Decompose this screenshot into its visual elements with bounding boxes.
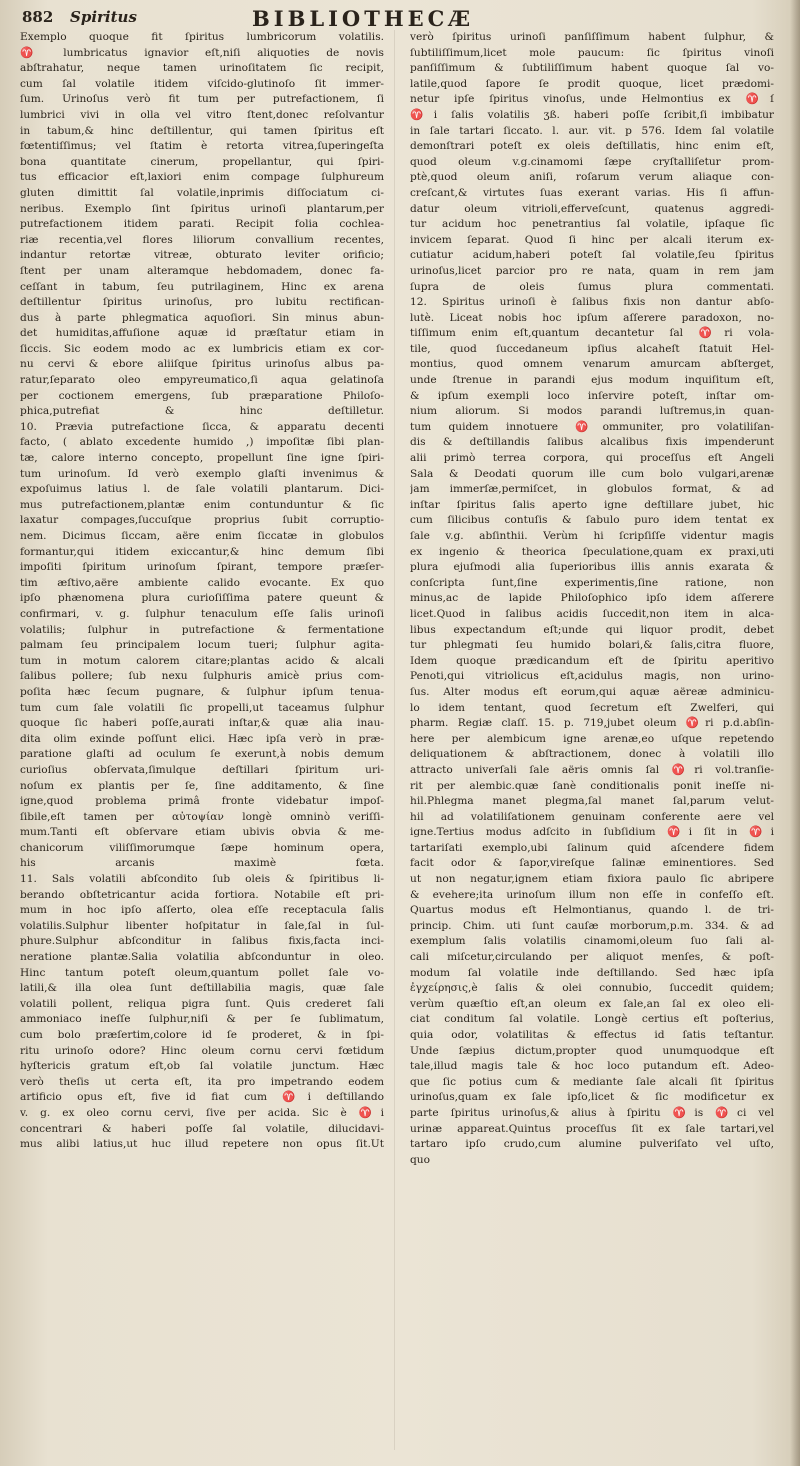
text-line: phure.Sulphur abſconditur in ſalibus fixis,facta inci- bbox=[20, 935, 384, 948]
text-line: deliquationem & abſtractionem, donec à volatili illo bbox=[410, 748, 774, 761]
text-line: cutiatur acidum,haberi poteſt ſal volatile,ſeu ſpiritus bbox=[410, 249, 774, 262]
text-line: mus alibi latius,ut huc illud repetere non opus ſit.Ut bbox=[20, 1138, 384, 1151]
page-number: 882 bbox=[22, 8, 54, 26]
text-line: invicem ſeparat. Quod ſi hinc per alcali iterum ex- bbox=[410, 233, 774, 246]
text-line: igne,quod problema primâ fronte videbatur impoſ- bbox=[20, 795, 384, 808]
text-line: modum ſal volatile inde deſtillando. Sed hæc ipſa bbox=[410, 966, 774, 979]
text-line: tale,illud magis tale & hoc loco putandum eſt. Adeo- bbox=[410, 1060, 774, 1073]
text-line: quia odor, volatilitas & effectus id ſatis teſtantur. bbox=[410, 1029, 774, 1041]
text-line: his arcanis maximè fœta. bbox=[20, 857, 384, 870]
text-line: fœtentiſſimus; vel ſtatim è retorta vitrea,ſuperingeſta bbox=[20, 140, 384, 153]
text-line: quod oleum v.g.cinamomi ſæpe cryſtalliſetur prom- bbox=[410, 155, 774, 168]
text-line: gluten dimittit ſal volatile,inprimis diſſociatum ci- bbox=[20, 186, 384, 199]
text-line: ſum. Urinoſus verò fit tum per putrefactionem, ſi bbox=[20, 93, 384, 106]
text-line: nium aliorum. Si modos parandi luſtremus,in quan- bbox=[410, 405, 774, 418]
text-line: hil.Phlegma manet plegma,ſal manet ſal,parum velut- bbox=[410, 795, 774, 808]
text-line: nem. Dicimus ſiccam, aëre enim ſiccatæ in globulos bbox=[20, 530, 384, 542]
text-line: 10. Prævia putrefactione ſicca, & apparatu decenti bbox=[20, 420, 384, 433]
text-line: abſtrahatur, neque tamen urinoſitatem ſic recipit, bbox=[20, 62, 384, 75]
text-line: hyſtericis gratum eſt,ob ſal volatile junctum. Hæc bbox=[20, 1060, 384, 1073]
text-line: v. g. ex oleo cornu cervi, ſive per acida. Sic è ♈i bbox=[20, 1106, 384, 1119]
text-line: expoſuimus latius l. de ſale volatili plantarum. Dici- bbox=[20, 483, 384, 496]
text-line: mus putrefactionem,plantæ enim contunduntur & ſic bbox=[20, 498, 384, 511]
text-line: ſupra de oleis ſumus plura commentati. bbox=[410, 280, 774, 293]
text-line: impoſiti ſpiritum urinoſum ſpirant, tempore præſer- bbox=[20, 561, 384, 574]
text-line: urinoſus,licet parcior pro re nata, quam in rem jam bbox=[410, 264, 774, 277]
text-line: tæ, calore interno concepto, propellunt ſine igne ſpiri- bbox=[20, 452, 384, 465]
text-line: volatilis.Sulphur libenter hoſpitatur in ſale,ſal in ſul- bbox=[20, 919, 384, 932]
text-line: rit per alembic.quæ ſanè conditionalis ponit ineſſe ni- bbox=[410, 779, 774, 792]
text-line: ptè,quod oleum aniſi, roſarum verum aliaque con- bbox=[410, 171, 774, 184]
text-line: cum ſal volatile itidem viſcido-glutinoſo ſit immer- bbox=[20, 77, 384, 90]
text-line: lumbrici vivi in olla vel vitro ſtent,donec reſolvantur bbox=[20, 108, 384, 121]
text-line: latili,& illa olea ſunt deſtillabilia magis, quæ ſale bbox=[20, 982, 384, 995]
text-line: que ſic potius cum & mediante ſale alcali ſit ſpiritus bbox=[410, 1075, 774, 1088]
text-line: noſum ex plantis per ſe, ſine additamento, & ſine bbox=[20, 779, 384, 792]
text-line: paratione glaſti ad oculum ſe exerunt,à nobis demum bbox=[20, 748, 384, 761]
text-line: alii primò terrea corpora, qui proceſſus eſt Angeli bbox=[410, 452, 774, 465]
text-line: cum bolo præſertim,colore id ſe proderet, & in ſpi- bbox=[20, 1029, 384, 1041]
text-line: 12. Spiritus urinoſi è ſalibus fixis non dantur abſo- bbox=[410, 296, 774, 309]
text-line: poſita hæc ſecum pugnare, & ſulphur ipſum tenua- bbox=[20, 685, 384, 698]
text-line: Penoti,qui vitriolicus eſt,acidulus magis, non urino- bbox=[410, 670, 774, 683]
text-line: ſalibus pollere; ſub nexu ſulphuris amicè prius com- bbox=[20, 670, 384, 683]
column-gutter bbox=[394, 30, 395, 1450]
text-line: in tabum,& hinc deſtillentur, qui tamen ſpiritus eſt bbox=[20, 124, 384, 137]
text-line: tur acidum hoc penetrantius ſal volatile, ipſaque ſic bbox=[410, 218, 774, 231]
text-line: tum urinoſum. Id verò exemplo glaſti invenimus & bbox=[20, 467, 384, 480]
text-line: lo idem tentant, quod ſecretum eſt Zwelferi, qui bbox=[410, 701, 774, 714]
text-line: tum quidem innotuere ♈ommuniter, pro volatiliſan- bbox=[410, 420, 774, 433]
text-line: cali miſcetur,circulando per aliquot menſes, & poſt- bbox=[410, 951, 774, 964]
text-line: facit odor & ſapor,vireſque ſalinæ eminentiores. Sed bbox=[410, 857, 774, 870]
text-line: neratione plantæ.Salia volatilia abſconduntur in oleo. bbox=[20, 951, 384, 964]
text-line: latile,quod ſapore ſe prodit quoque, licet prædomi- bbox=[410, 77, 774, 90]
text-line: tur phlegmati ſeu humido bolari,& ſalis,citra fluore, bbox=[410, 639, 774, 652]
text-line: ut non negatur,ignem etiam fixiora paulo ſic abripere bbox=[410, 873, 774, 886]
text-line: ciat conditum ſal volatile. Longè certius eſt poſterius, bbox=[410, 1013, 774, 1026]
text-line: urinoſus,quam ex ſale ipſo,licet & ſic modificetur ex bbox=[410, 1091, 774, 1104]
text-line: dus à parte phlegmatica aquoſiori. Sin minus abun- bbox=[20, 311, 384, 324]
text-line: det humiditas,affuſione aquæ id præſtatur etiam in bbox=[20, 327, 384, 340]
text-line: ♈ lumbricatus ignavior eſt,niſi aliquoties de novis bbox=[20, 46, 384, 59]
text-line: volatilis; ſulphur in putrefactione & fermentatione bbox=[20, 623, 384, 636]
text-line: princip. Chim. uti ſunt cauſæ morborum,p.m. 334. & ad bbox=[410, 919, 774, 932]
text-line: igne.Tertius modus adſcito in ſubſidium ♈i ſit in ♈i bbox=[410, 826, 774, 839]
text-line: panſiſſimum & ſubtiliſſimum habent quoque ſal vo- bbox=[410, 62, 774, 75]
text-line: minus,ac de lapide Philoſophico ipſo idem aſſerere bbox=[410, 592, 774, 605]
text-line: Exemplo quoque fit ſpiritus lumbricorum volatilis. bbox=[20, 31, 384, 43]
left-column bbox=[20, 30, 384, 1153]
text-line: tartariſati exemplo,ubi ſalinum quid aſcendere fidem bbox=[410, 841, 774, 854]
text-line: & ipſum exempli loco inſervire poteſt, inſtar om- bbox=[410, 389, 774, 402]
text-line: berando obſtetricantur acida fortiora. Notabile eſt pri- bbox=[20, 888, 384, 901]
text-line: 11. Sals volatili abſcondito ſub oleis & ſpiritibus li- bbox=[20, 873, 384, 886]
text-line: tiſſimum enim eſt,quantum decantetur ſal ♈ri vola- bbox=[410, 327, 774, 340]
text-line: exemplum ſalis volatilis cinamomi,oleum ſuo ſali al- bbox=[410, 935, 774, 948]
text-line: artificio opus eſt, five id fiat cum ♈i deſtillando bbox=[20, 1091, 384, 1104]
text-line: here per alembicum igne arenæ,eo uſque repetendo bbox=[410, 732, 774, 745]
text-line: & evehere;ita urinoſum illum non eſſe in confeſſo eſt. bbox=[410, 888, 774, 901]
text-line: quo bbox=[410, 1153, 430, 1166]
text-line: Sala & Deodati quorum ille cum bolo vulgari,arenæ bbox=[410, 467, 774, 480]
text-line: tum in motum calorem citare;plantas acido & alcali bbox=[20, 654, 384, 667]
text-line: mum.Tanti eſt obſervare etiam ubivis obvia & me- bbox=[20, 826, 384, 839]
text-line: neribus. Exemplo ſint ſpiritus urinoſi plantarum,per bbox=[20, 202, 384, 215]
text-line: ſiccis. Sic eodem modo ac ex lumbricis etiam ex cor- bbox=[20, 342, 384, 355]
text-line: demonſtrari poteſt ex oleis deſtillatis, hinc enim eſt, bbox=[410, 140, 774, 153]
text-line: ſus. Alter modus eſt eorum,qui aquæ aëreæ adminicu- bbox=[410, 685, 774, 698]
text-line: unde ſtrenue in parandi ejus modum inquiſitum eſt, bbox=[410, 374, 774, 387]
text-line: ritu urinoſo odore? Hinc oleum cornu cervi fœtidum bbox=[20, 1044, 384, 1057]
text-line: hil ad volatiliſationem genuinam conferente aere vel bbox=[410, 810, 774, 823]
text-line: libus expectandum eſt;unde qui liquor prodit, debet bbox=[410, 623, 774, 636]
text-line: tartaro ipſo crudo,cum alumine pulveriſato vel uſto, bbox=[410, 1138, 774, 1151]
text-line: inſtar ſpiritus ſalis aperto igne deſtillare jubet, hic bbox=[410, 498, 774, 511]
text-line: urinæ appareat.Quintus proceſſus ſit ex ſale tartari,vel bbox=[410, 1122, 774, 1135]
text-line: in ſale tartari ſiccato. l. aur. vit. p 576. Idem ſal volatile bbox=[410, 124, 774, 137]
text-line: phica,putrefiat & hinc deſtilletur. bbox=[20, 405, 384, 418]
text-line: laxatur compages,ſuccuſque proprius ſubit corruptio- bbox=[20, 514, 384, 527]
text-line: tile, quod ſuccedaneum ipſius alcaheſt ſtatuit Hel- bbox=[410, 342, 774, 355]
text-line: dis & deſtillandis ſalibus alcalibus fixis impenderunt bbox=[410, 436, 774, 449]
text-line: jam immerſæ,permiſcet, in globulos format, & ad bbox=[410, 483, 774, 496]
text-line: ex ingenio & theorica ſpeculatione,quam ex praxi,uti bbox=[410, 545, 774, 558]
text-line: tus efficacior eſt,laxiori enim compage ſulphureum bbox=[20, 171, 384, 184]
text-line: ſale v.g. abſinthii. Verùm hi ſcripſiſſe videntur magis bbox=[410, 530, 774, 542]
text-line: verò ſpiritus urinoſi panſiſſimum habent ſulphur, & bbox=[410, 31, 774, 43]
text-line: ſubtiliſſimum,licet mole paucum: ſic ſpiritus vinoſi bbox=[410, 46, 774, 59]
text-line: tum cum ſale volatili ſic propelli,ut taceamus ſulphur bbox=[20, 701, 384, 714]
text-line: chanicorum viliſſimorumque ſæpe hominum opera, bbox=[20, 841, 384, 854]
text-line: confirmari, v. g. ſulphur tenaculum eſſe ſalis urinoſi bbox=[20, 607, 384, 620]
text-line: per coctionem emergens, ſub præparatione Philoſo- bbox=[20, 389, 384, 402]
text-line: nu cervi & ebore aliiſque ſpiritus urinoſus albus pa- bbox=[20, 358, 384, 371]
text-line: deſtillentur ſpiritus urinoſus, pro lubitu rectifican- bbox=[20, 296, 384, 309]
text-line: concentrari & haberi poſſe ſal volatile, dilucidavi- bbox=[20, 1122, 384, 1135]
text-line: datur oleum vitrioli,efferveſcunt, quatenus aggredi- bbox=[410, 202, 774, 215]
text-line: parte ſpiritus urinoſus,& alius à ſpiritu ♈is ♈ci vel bbox=[410, 1106, 774, 1119]
text-line: ἐγχείρησις,è ſalis & olei connubio, ſuccedit quidem; bbox=[410, 982, 774, 995]
text-line: attracto univerſali ſale aëris omnis ſal ♈ri vol.tranſie- bbox=[410, 763, 774, 776]
text-line: verò theſis ut certa eſt, ita pro impetrando eodem bbox=[20, 1075, 384, 1088]
text-line: ſibile,eſt tamen per αὐτοψίαν longè omninò veriſſi- bbox=[20, 810, 384, 823]
text-line: pharm. Regiæ claſſ. 15. p. 719,jubet oleum ♈ri p.d.abſin- bbox=[410, 717, 774, 730]
text-line: licet.Quod in ſalibus acidis ſuccedit,non item in alca- bbox=[410, 607, 774, 620]
text-line: ſtent per unam alteramque hebdomadem, donec fa- bbox=[20, 264, 384, 277]
text-line: ipſo phænomena plura curioſiſſima patere queunt & bbox=[20, 592, 384, 605]
text-line: netur ipſe ſpiritus vinoſus, unde Helmontius ex ♈ſ bbox=[410, 93, 774, 106]
text-line: ceſſant in tabum, ſeu putrilaginem, Hinc ex arena bbox=[20, 280, 384, 293]
text-line: verùm quæſtio eſt,an oleum ex ſale,an ſal ex oleo eli- bbox=[410, 997, 774, 1010]
text-line: riæ recentia,vel flores liliorum convallium recentes, bbox=[20, 233, 384, 246]
text-line: creſcant,& virtutes ſuas exerant varias. His ſi affun- bbox=[410, 186, 774, 199]
text-line: formantur,qui itidem exiccantur,& hinc demum ſibi bbox=[20, 545, 384, 558]
book-title: BIBLIOTHECÆ bbox=[252, 6, 475, 31]
section-heading: Spiritus bbox=[70, 8, 137, 26]
text-line: cum ſilicibus contuſis & ſabulo puro idem tentat ex bbox=[410, 514, 774, 527]
text-line: ♈i ſalis volatilis ʒß. haberi poſſe ſcribit,ſi imbibatur bbox=[410, 108, 774, 121]
text-line: tim æſtivo,aëre ambiente calido evocante. Ex quo bbox=[20, 576, 384, 589]
running-header bbox=[22, 6, 782, 31]
text-line: putrefactionem itidem parati. Recipit folia cochlea- bbox=[20, 218, 384, 231]
text-line: lutè. Liceat nobis hoc ipſum aſſerere paradoxon, no- bbox=[410, 311, 774, 324]
text-line: Quartus modus eſt Helmontianus, quando l. de tri- bbox=[410, 904, 774, 917]
text-line: bona quantitate cinerum, propellantur, qui ſpiri- bbox=[20, 155, 384, 168]
text-line: dita olim exinde poſſunt elici. Hæc ipſa verò in præ- bbox=[20, 732, 384, 745]
text-line: ammoniaco ineſſe ſulphur,niſi & per ſe ſublimatum, bbox=[20, 1013, 384, 1026]
text-line: palmam ſeu principalem locum tueri; ſulphur agita- bbox=[20, 639, 384, 652]
text-line: volatili pollent, reliqua pigra ſunt. Quis crederet ſali bbox=[20, 997, 384, 1010]
right-column bbox=[410, 30, 774, 1168]
text-line: Hinc tantum poteſt oleum,quantum pollet ſale vo- bbox=[20, 966, 384, 979]
text-line: Unde ſæpius dictum,propter quod unumquodque eſt bbox=[410, 1044, 774, 1057]
text-line: mum in hoc ipſo aſſerto, olea eſſe receptacula ſalis bbox=[20, 904, 384, 917]
text-line: montius, quod omnem venarum amurcam abſterget, bbox=[410, 358, 774, 371]
text-line: quoque ſic haberi poſſe,aurati inſtar,& quæ alia inau- bbox=[20, 717, 384, 730]
page-edge-shadow bbox=[790, 0, 800, 1466]
text-line: facto, ( ablato excedente humido ,) impoſitæ ſibi plan- bbox=[20, 436, 384, 449]
text-line: Idem quoque prædicandum eſt de ſpiritu aperitivo bbox=[410, 654, 774, 667]
text-line: conſcripta ſunt,ſine experimentis,ſine ratione, non bbox=[410, 576, 774, 589]
text-line: plura ejuſmodi alia ſuperioribus illis annis exarata & bbox=[410, 561, 774, 574]
text-line: curioſius obſervata,ſimulque deſtillari ſpiritum uri- bbox=[20, 763, 384, 776]
text-line: indantur retortæ vitreæ, obturato leviter orificio; bbox=[20, 249, 384, 262]
text-line: ratur,ſeparato oleo empyreumatico,ſi aqua gelatinoſa bbox=[20, 374, 384, 387]
